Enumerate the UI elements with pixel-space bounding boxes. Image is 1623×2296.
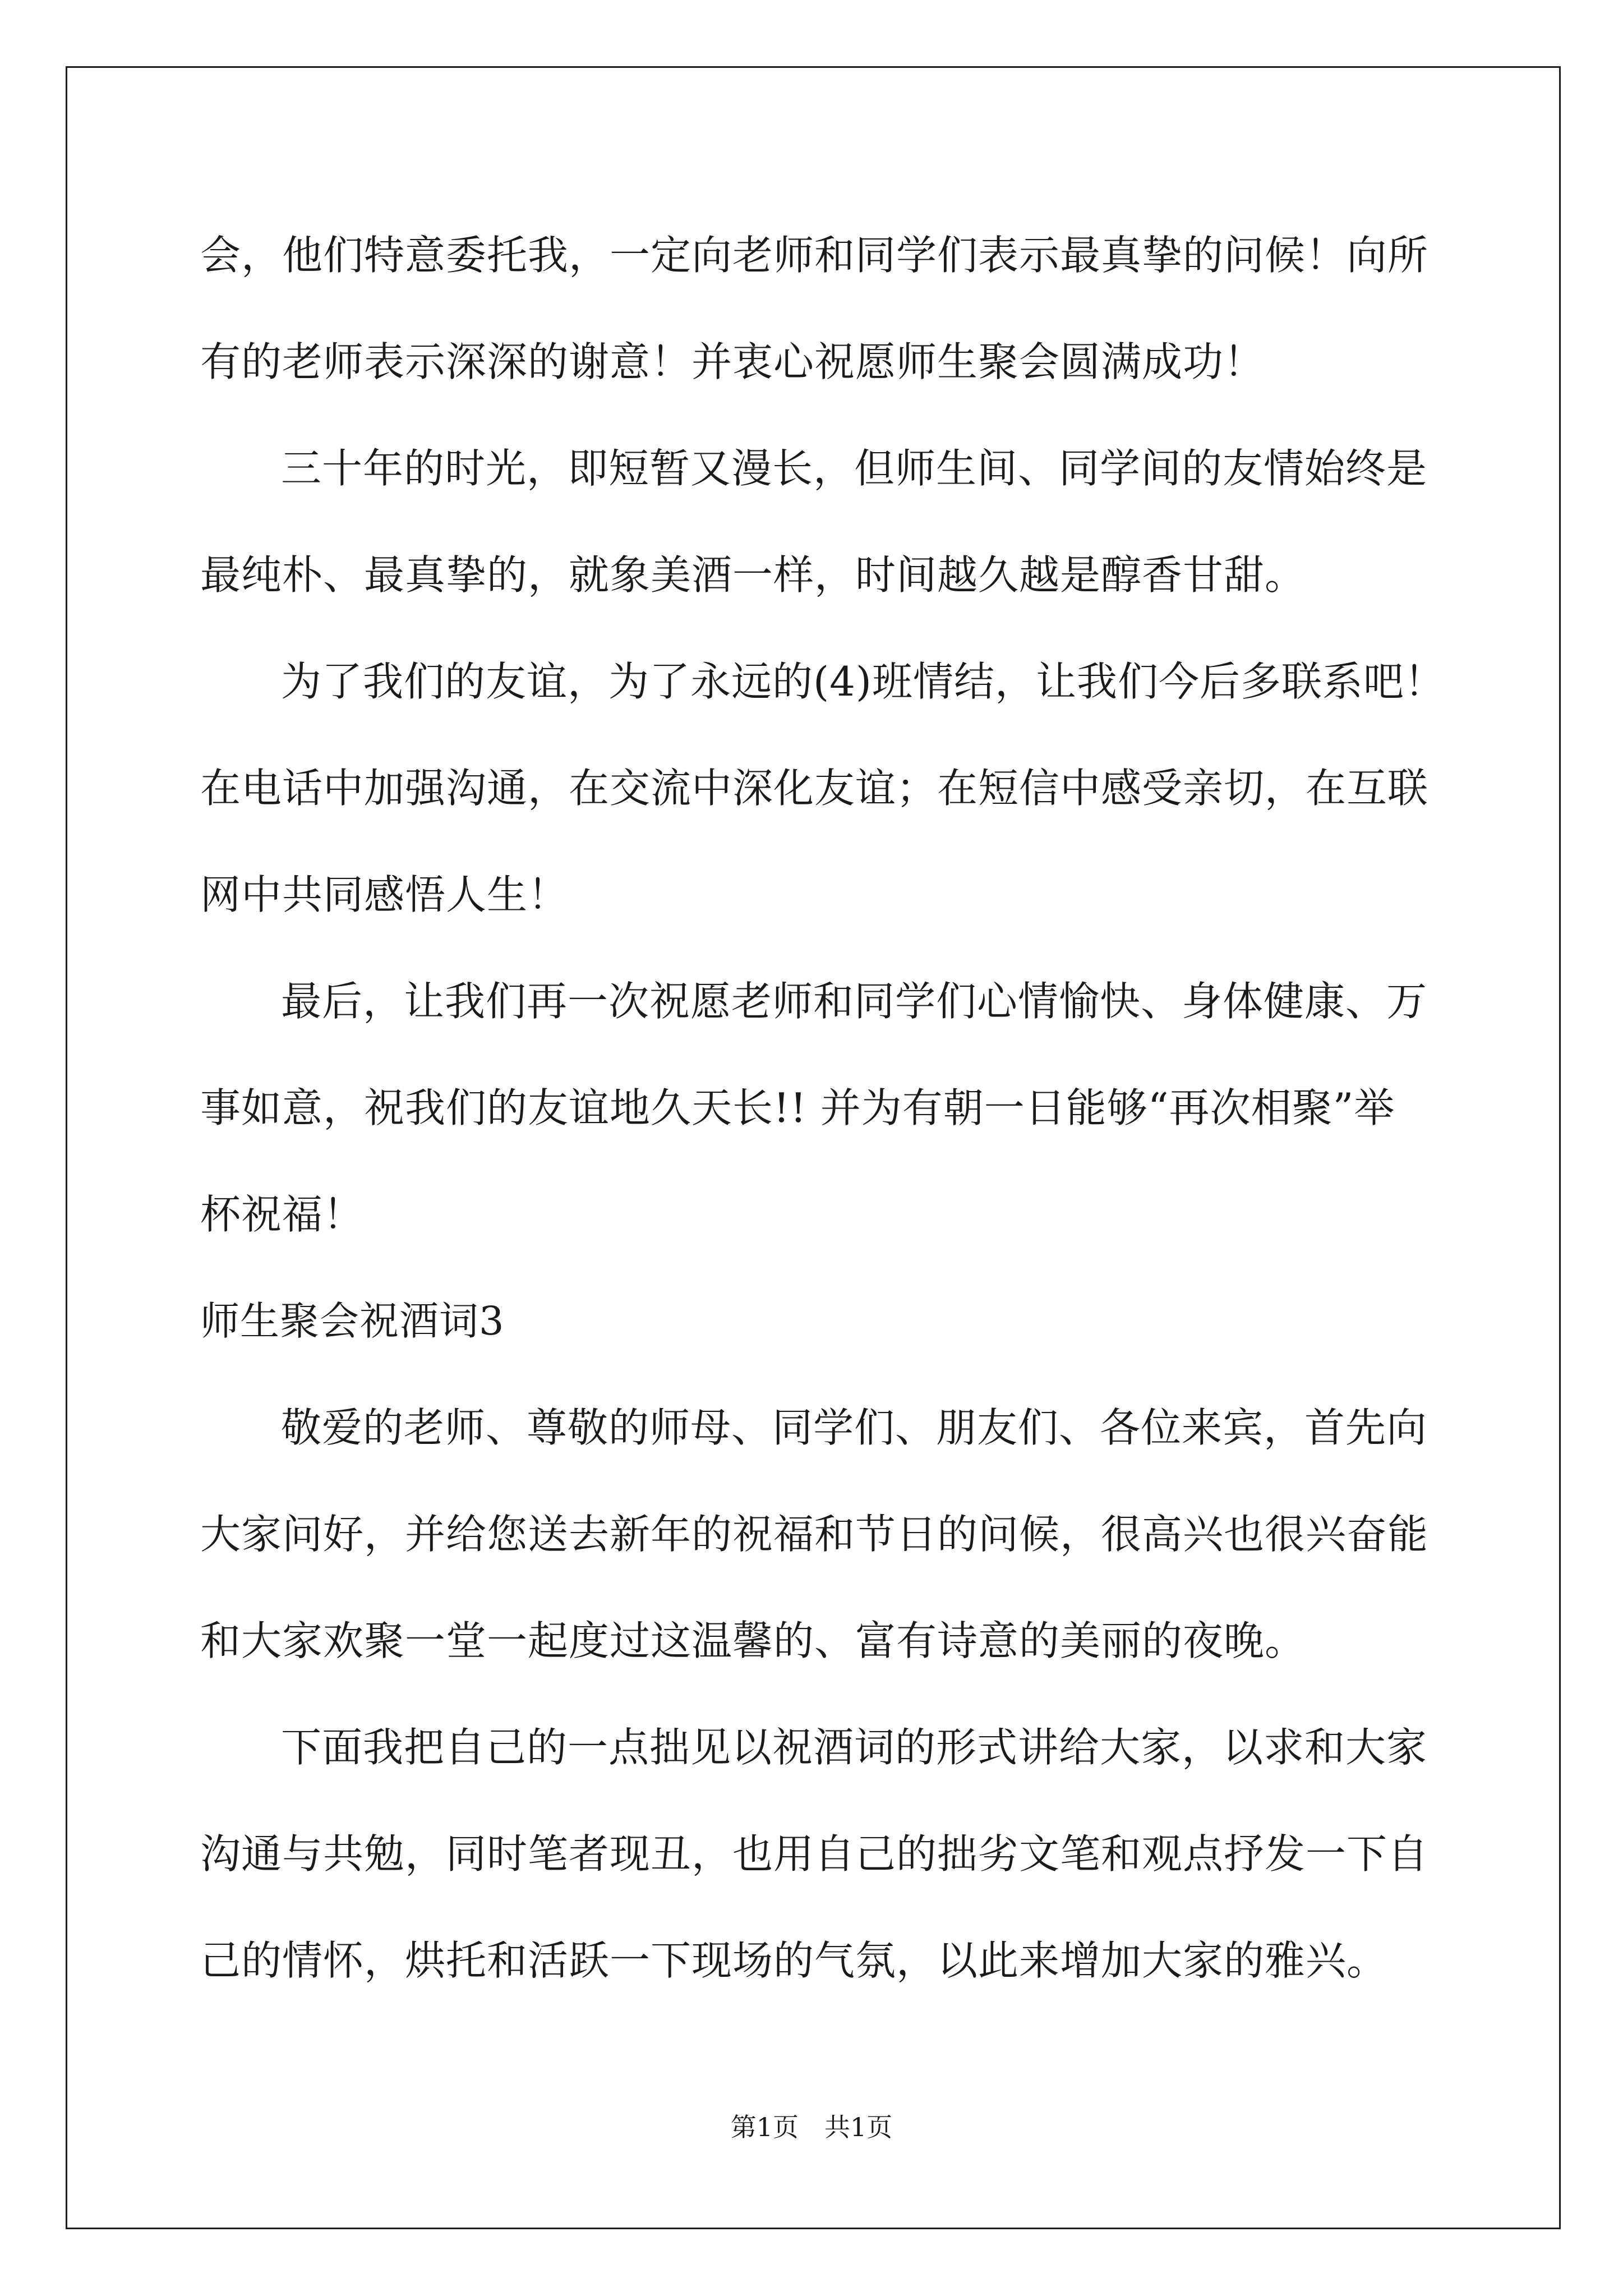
- paragraph-line: 下面我把自己的一点拙见以祝酒词的形式讲给大家，以求和大家: [281, 1724, 1428, 1771]
- page-number-label: 第1页 共1页: [730, 2112, 893, 2142]
- document-body: [200, 202, 1445, 2014]
- paragraph-line: 杯祝福！: [200, 1191, 365, 1238]
- paragraph-line: 沟通与共勉，同时笔者现丑，也用自己的拙劣文笔和观点抒发一下自: [200, 1830, 1429, 1878]
- paragraph-line: 事如意，祝我们的友谊地久天长!! 并为有朝一日能够“再次相聚”举: [200, 1084, 1395, 1131]
- paragraph-line: 大家问好，并给您送去新年的祝福和节日的问候，很高兴也很兴奋能: [200, 1511, 1429, 1558]
- paragraph-line: 最后，让我们再一次祝愿老师和同学们心情愉快、身体健康、万: [281, 978, 1428, 1025]
- paragraph-line: 最纯朴、最真挚的，就象美酒一样，时间越久越是醇香甘甜。: [200, 551, 1306, 599]
- paragraph-line: 有的老师表示深深的谢意！并衷心祝愿师生聚会圆满成功！: [200, 338, 1265, 385]
- paragraph-line: 三十年的时光，即短暂又漫长，但师生间、同学间的友情始终是: [281, 445, 1428, 492]
- paragraph-line: 己的情怀，烘托和活跃一下现场的气氛，以此来增加大家的雅兴。: [200, 1937, 1388, 1984]
- paragraph-line: 网中共同感悟人生！: [200, 871, 569, 918]
- paragraph-line: 为了我们的友谊，为了永远的(4)班情结，让我们今后多联系吧！: [281, 658, 1445, 705]
- paragraph-line: 敬爱的老师、尊敬的师母、同学们、朋友们、各位来宾，首先向: [281, 1404, 1428, 1451]
- paragraph-line: 在电话中加强沟通，在交流中深化友谊；在短信中感受亲切，在互联: [200, 765, 1429, 812]
- paragraph-line: 和大家欢聚一堂一起度过这温馨的、富有诗意的美丽的夜晚。: [200, 1617, 1306, 1664]
- section-heading: 师生聚会祝酒词3: [200, 1298, 505, 1344]
- page-footer: [0, 2110, 1623, 2144]
- paragraph-line: 会，他们特意委托我，一定向老师和同学们表示最真挚的问候！向所: [200, 232, 1429, 279]
